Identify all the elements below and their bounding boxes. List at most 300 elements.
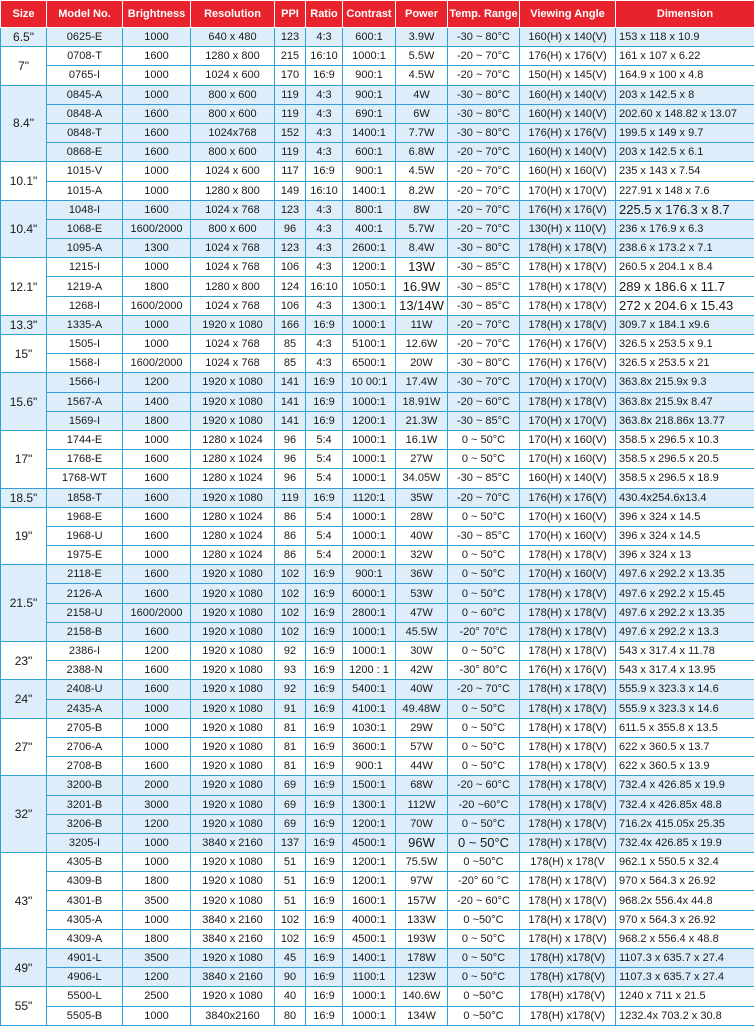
power-cell: 35W <box>396 488 448 507</box>
temp-range-cell: -20 ~ 70°C <box>448 680 520 699</box>
power-cell: 5.5W <box>396 47 448 66</box>
model-cell: 3200-B <box>47 776 123 795</box>
brightness-cell: 1000 <box>123 546 191 565</box>
contrast-cell: 900:1 <box>343 565 396 584</box>
ratio-cell: 16:9 <box>306 833 343 852</box>
power-cell: 4.5W <box>396 66 448 85</box>
power-cell: 18.91W <box>396 392 448 411</box>
resolution-cell: 1280 x 1024 <box>191 430 275 449</box>
dimension-cell: 236 x 176.9 x 6.3 <box>616 219 754 238</box>
brightness-cell: 2000 <box>123 776 191 795</box>
table-row <box>1 66 754 85</box>
temp-range-cell: -20 ~ 70°C <box>448 219 520 238</box>
table-row <box>1 642 754 661</box>
ratio-cell: 16:9 <box>306 776 343 795</box>
dimension-cell: 622 x 360.5 x 13.9 <box>616 757 754 776</box>
table-row <box>1 200 754 219</box>
ppi-cell: 96 <box>275 450 306 469</box>
brightness-cell: 1600 <box>123 565 191 584</box>
power-cell: 45.5W <box>396 622 448 641</box>
temp-range-cell: 0 ~ 50°C <box>448 642 520 661</box>
contrast-cell: 400:1 <box>343 219 396 238</box>
model-cell: 0848-A <box>47 104 123 123</box>
contrast-cell: 1000:1 <box>343 392 396 411</box>
ppi-cell: 85 <box>275 335 306 354</box>
power-cell: 40W <box>396 680 448 699</box>
temp-range-cell: -20 ~ 70°C <box>448 488 520 507</box>
size-cell: 10.4" <box>1 200 47 258</box>
temp-range-cell: -30 ~ 85°C <box>448 296 520 315</box>
table-row <box>1 85 754 104</box>
viewing-angle-cell: 130(H) x 110(V) <box>520 219 616 238</box>
size-cell: 13.3" <box>1 315 47 334</box>
contrast-cell: 1100:1 <box>343 968 396 987</box>
power-cell: 4W <box>396 85 448 104</box>
viewing-angle-cell: 176(H) x 176(V) <box>520 335 616 354</box>
model-cell: 5505-B <box>47 1006 123 1025</box>
ratio-cell: 16:9 <box>306 968 343 987</box>
brightness-cell: 1600 <box>123 123 191 142</box>
resolution-cell: 1024 x 768 <box>191 354 275 373</box>
ratio-cell: 16:9 <box>306 373 343 392</box>
contrast-cell: 4500:1 <box>343 929 396 948</box>
viewing-angle-cell: 178(H) x 178(V) <box>520 718 616 737</box>
table-row <box>1 469 754 488</box>
model-cell: 3201-B <box>47 795 123 814</box>
viewing-angle-cell: 176(H) x 176(V) <box>520 488 616 507</box>
power-cell: 42W <box>396 661 448 680</box>
spec-table-body <box>1 28 754 1026</box>
model-cell: 1568-I <box>47 354 123 373</box>
brightness-cell: 1000 <box>123 162 191 181</box>
dimension-cell: 497.6 x 292.2 x 13.35 <box>616 603 754 622</box>
table-row <box>1 1006 754 1025</box>
table-row <box>1 488 754 507</box>
brightness-cell: 1000 <box>123 430 191 449</box>
brightness-cell: 3500 <box>123 891 191 910</box>
brightness-cell: 1600 <box>123 450 191 469</box>
resolution-cell: 1280 x 800 <box>191 47 275 66</box>
contrast-cell: 900:1 <box>343 66 396 85</box>
brightness-cell: 1000 <box>123 718 191 737</box>
temp-range-cell: 0 ~ 50°C <box>448 718 520 737</box>
dimension-cell: 430.4x254.6x13.4 <box>616 488 754 507</box>
ppi-cell: 119 <box>275 85 306 104</box>
ppi-cell: 51 <box>275 853 306 872</box>
resolution-cell: 1280 x 1024 <box>191 469 275 488</box>
size-cell: 27" <box>1 718 47 776</box>
size-cell: 23" <box>1 642 47 680</box>
model-cell: 4305-A <box>47 910 123 929</box>
model-cell: 2705-B <box>47 718 123 737</box>
ratio-cell: 4:3 <box>306 296 343 315</box>
ratio-cell: 16:9 <box>306 622 343 641</box>
model-cell: 1968-E <box>47 507 123 526</box>
power-cell: 8.2W <box>396 181 448 200</box>
table-row <box>1 47 754 66</box>
resolution-cell: 1024 x 600 <box>191 162 275 181</box>
ppi-cell: 96 <box>275 219 306 238</box>
viewing-angle-cell: 178(H) x 178(V) <box>520 814 616 833</box>
ppi-cell: 123 <box>275 28 306 47</box>
temp-range-cell: -20 ~ 60°C <box>448 891 520 910</box>
brightness-cell: 1000 <box>123 1006 191 1025</box>
temp-range-cell: -30 ~ 85°C <box>448 469 520 488</box>
ppi-cell: 117 <box>275 162 306 181</box>
brightness-cell: 1200 <box>123 968 191 987</box>
contrast-cell: 690:1 <box>343 104 396 123</box>
power-cell: 6.8W <box>396 143 448 162</box>
ppi-cell: 51 <box>275 872 306 891</box>
brightness-cell: 1000 <box>123 66 191 85</box>
brightness-cell: 1600 <box>123 584 191 603</box>
temp-range-cell: -20 ~ 70°C <box>448 335 520 354</box>
brightness-cell: 1600 <box>123 469 191 488</box>
table-row <box>1 335 754 354</box>
brightness-cell: 1600 <box>123 661 191 680</box>
ppi-cell: 86 <box>275 546 306 565</box>
table-row <box>1 833 754 852</box>
col-header-ppi: PPI <box>275 1 306 28</box>
temp-range-cell: -30 ~ 80°C <box>448 123 520 142</box>
model-cell: 1858-T <box>47 488 123 507</box>
brightness-cell: 1600 <box>123 200 191 219</box>
col-header-size: Size <box>1 1 47 28</box>
power-cell: 8.4W <box>396 239 448 258</box>
ppi-cell: 106 <box>275 296 306 315</box>
contrast-cell: 4000:1 <box>343 910 396 929</box>
resolution-cell: 1920 x 1080 <box>191 853 275 872</box>
power-cell: 123W <box>396 968 448 987</box>
brightness-cell: 1000 <box>123 85 191 104</box>
brightness-cell: 1000 <box>123 181 191 200</box>
model-cell: 1968-U <box>47 526 123 545</box>
model-cell: 1566-I <box>47 373 123 392</box>
viewing-angle-cell: 178(H) x 178(V) <box>520 584 616 603</box>
resolution-cell: 1280 x 1024 <box>191 526 275 545</box>
dimension-cell: 164.9 x 100 x 4.8 <box>616 66 754 85</box>
col-header-power: Power <box>396 1 448 28</box>
contrast-cell: 1400:1 <box>343 181 396 200</box>
size-cell: 17" <box>1 430 47 488</box>
table-row <box>1 929 754 948</box>
dimension-cell: 716.2x 415.05x 25.35 <box>616 814 754 833</box>
contrast-cell: 900:1 <box>343 85 396 104</box>
power-cell: 36W <box>396 565 448 584</box>
contrast-cell: 1200:1 <box>343 814 396 833</box>
size-cell: 43" <box>1 853 47 949</box>
table-row <box>1 584 754 603</box>
col-header-dimension: Dimension <box>616 1 754 28</box>
ppi-cell: 90 <box>275 968 306 987</box>
ratio-cell: 16:9 <box>306 642 343 661</box>
temp-range-cell: 0 ~ 50°C <box>448 929 520 948</box>
ratio-cell: 4:3 <box>306 200 343 219</box>
model-cell: 1569-I <box>47 411 123 430</box>
resolution-cell: 1920 x 1080 <box>191 603 275 622</box>
contrast-cell: 5100:1 <box>343 335 396 354</box>
power-cell: 49.48W <box>396 699 448 718</box>
viewing-angle-cell: 178(H) x 178(V) <box>520 776 616 795</box>
brightness-cell: 1800 <box>123 411 191 430</box>
table-row <box>1 430 754 449</box>
model-cell: 2158-B <box>47 622 123 641</box>
ppi-cell: 102 <box>275 584 306 603</box>
power-cell: 140.6W <box>396 987 448 1006</box>
ratio-cell: 5:4 <box>306 507 343 526</box>
ppi-cell: 149 <box>275 181 306 200</box>
resolution-cell: 1920 x 1080 <box>191 757 275 776</box>
contrast-cell: 1600:1 <box>343 891 396 910</box>
dimension-cell: 497.6 x 292.2 x 13.35 <box>616 565 754 584</box>
contrast-cell: 2800:1 <box>343 603 396 622</box>
model-cell: 0765-I <box>47 66 123 85</box>
resolution-cell: 1920 x 1080 <box>191 411 275 430</box>
ppi-cell: 102 <box>275 929 306 948</box>
brightness-cell: 1200 <box>123 373 191 392</box>
model-cell: 5500-L <box>47 987 123 1006</box>
ratio-cell: 4:3 <box>306 239 343 258</box>
ppi-cell: 170 <box>275 66 306 85</box>
brightness-cell: 1600 <box>123 488 191 507</box>
model-cell: 1335-A <box>47 315 123 334</box>
dimension-cell: 1240 x 711 x 21.5 <box>616 987 754 1006</box>
contrast-cell: 1030:1 <box>343 718 396 737</box>
ratio-cell: 5:4 <box>306 430 343 449</box>
temp-range-cell: -20 ~ 70°C <box>448 200 520 219</box>
dimension-cell: 309.7 x 184.1 x9.6 <box>616 315 754 334</box>
ppi-cell: 152 <box>275 123 306 142</box>
power-cell: 112W <box>396 795 448 814</box>
ratio-cell: 16:9 <box>306 584 343 603</box>
col-header-ratio: Ratio <box>306 1 343 28</box>
resolution-cell: 800 x 600 <box>191 143 275 162</box>
temp-range-cell: 0 ~50°C <box>448 853 520 872</box>
table-row <box>1 872 754 891</box>
model-cell: 2408-U <box>47 680 123 699</box>
dimension-cell: 497.6 x 292.2 x 15.45 <box>616 584 754 603</box>
model-cell: 4309-B <box>47 872 123 891</box>
viewing-angle-cell: 176(H) x 176(V) <box>520 661 616 680</box>
contrast-cell: 1000:1 <box>343 507 396 526</box>
temp-range-cell: 0 ~ 50°C <box>448 757 520 776</box>
ppi-cell: 96 <box>275 430 306 449</box>
model-cell: 1768-E <box>47 450 123 469</box>
table-row <box>1 699 754 718</box>
ppi-cell: 119 <box>275 104 306 123</box>
ratio-cell: 4:3 <box>306 219 343 238</box>
dimension-cell: 260.5 x 204.1 x 8.4 <box>616 258 754 277</box>
ppi-cell: 102 <box>275 565 306 584</box>
model-cell: 1975-E <box>47 546 123 565</box>
dimension-cell: 326.5 x 253.5 x 21 <box>616 354 754 373</box>
dimension-cell: 161 x 107 x 6.22 <box>616 47 754 66</box>
resolution-cell: 800 x 600 <box>191 219 275 238</box>
dimension-cell: 238.6 x 173.2 x 7.1 <box>616 239 754 258</box>
ppi-cell: 81 <box>275 718 306 737</box>
ratio-cell: 5:4 <box>306 469 343 488</box>
temp-range-cell: -20 ~ 60°C <box>448 392 520 411</box>
contrast-cell: 1000:1 <box>343 430 396 449</box>
table-row <box>1 392 754 411</box>
model-cell: 2118-E <box>47 565 123 584</box>
ratio-cell: 4:3 <box>306 123 343 142</box>
contrast-cell: 1300:1 <box>343 795 396 814</box>
ratio-cell: 16:9 <box>306 699 343 718</box>
model-cell: 4901-L <box>47 949 123 968</box>
brightness-cell: 1600 <box>123 143 191 162</box>
dimension-cell: 555.9 x 323.3 x 14.6 <box>616 680 754 699</box>
table-row <box>1 814 754 833</box>
table-row <box>1 737 754 756</box>
temp-range-cell: 0 ~ 50°C <box>448 699 520 718</box>
table-row <box>1 622 754 641</box>
temp-range-cell: -20° 70°C <box>448 622 520 641</box>
table-row <box>1 757 754 776</box>
contrast-cell: 6500:1 <box>343 354 396 373</box>
model-cell: 2708-B <box>47 757 123 776</box>
ratio-cell: 16:9 <box>306 661 343 680</box>
dimension-cell: 227.91 x 148 x 7.6 <box>616 181 754 200</box>
col-header-brightness: Brightness <box>123 1 191 28</box>
model-cell: 2435-A <box>47 699 123 718</box>
power-cell: 133W <box>396 910 448 929</box>
power-cell: 178W <box>396 949 448 968</box>
table-row <box>1 910 754 929</box>
brightness-cell: 1000 <box>123 910 191 929</box>
power-cell: 21.3W <box>396 411 448 430</box>
contrast-cell: 1200:1 <box>343 411 396 430</box>
size-cell: 19" <box>1 507 47 565</box>
brightness-cell: 1600/2000 <box>123 354 191 373</box>
ratio-cell: 4:3 <box>306 143 343 162</box>
viewing-angle-cell: 178(H) x 178(V) <box>520 929 616 948</box>
temp-range-cell: -30 ~ 80°C <box>448 28 520 47</box>
ppi-cell: 96 <box>275 469 306 488</box>
table-row <box>1 680 754 699</box>
viewing-angle-cell: 178(H) x178(V) <box>520 949 616 968</box>
ppi-cell: 102 <box>275 622 306 641</box>
size-cell: 8.4" <box>1 85 47 162</box>
dimension-cell: 622 x 360.5 x 13.7 <box>616 737 754 756</box>
size-cell: 21.5" <box>1 565 47 642</box>
temp-range-cell: -30 ~ 85°C <box>448 526 520 545</box>
table-row <box>1 661 754 680</box>
viewing-angle-cell: 178(H) x 178(V) <box>520 603 616 622</box>
ppi-cell: 215 <box>275 47 306 66</box>
viewing-angle-cell: 160(H) x 140(V) <box>520 28 616 47</box>
table-row <box>1 546 754 565</box>
dimension-cell: 732.4 x 426.85 x 19.9 <box>616 776 754 795</box>
model-cell: 1048-I <box>47 200 123 219</box>
table-row <box>1 507 754 526</box>
power-cell: 75.5W <box>396 853 448 872</box>
resolution-cell: 3840x2160 <box>191 1006 275 1025</box>
power-cell: 12.6W <box>396 335 448 354</box>
resolution-cell: 1280 x 800 <box>191 277 275 296</box>
dimension-cell: 153 x 118 x 10.9 <box>616 28 754 47</box>
table-row <box>1 565 754 584</box>
model-cell: 4305-B <box>47 853 123 872</box>
temp-range-cell: 0 ~ 50°C <box>448 430 520 449</box>
viewing-angle-cell: 170(H) x 160(V) <box>520 430 616 449</box>
resolution-cell: 800 x 600 <box>191 104 275 123</box>
ratio-cell: 16:9 <box>306 757 343 776</box>
power-cell: 13W <box>396 258 448 277</box>
table-row <box>1 104 754 123</box>
brightness-cell: 1000 <box>123 28 191 47</box>
power-cell: 16.1W <box>396 430 448 449</box>
model-cell: 4906-L <box>47 968 123 987</box>
ratio-cell: 16:9 <box>306 1006 343 1025</box>
resolution-cell: 1024 x 768 <box>191 239 275 258</box>
ppi-cell: 141 <box>275 373 306 392</box>
ratio-cell: 16:9 <box>306 680 343 699</box>
contrast-cell: 5400:1 <box>343 680 396 699</box>
viewing-angle-cell: 178(H) x 178(V) <box>520 315 616 334</box>
ppi-cell: 123 <box>275 200 306 219</box>
ratio-cell: 16:9 <box>306 737 343 756</box>
contrast-cell: 1500:1 <box>343 776 396 795</box>
ratio-cell: 16:9 <box>306 162 343 181</box>
contrast-cell: 1120:1 <box>343 488 396 507</box>
dimension-cell: 543 x 317.4 x 13.95 <box>616 661 754 680</box>
ppi-cell: 85 <box>275 354 306 373</box>
temp-range-cell: -20° 60 °C <box>448 872 520 891</box>
dimension-cell: 203 x 142.5 x 6.1 <box>616 143 754 162</box>
dimension-cell: 396 x 324 x 14.5 <box>616 526 754 545</box>
dimension-cell: 289 x 186.6 x 11.7 <box>616 277 754 296</box>
viewing-angle-cell: 178(H) x 178(V) <box>520 737 616 756</box>
table-row <box>1 181 754 200</box>
dimension-cell: 199.5 x 149 x 9.7 <box>616 123 754 142</box>
table-row <box>1 28 754 47</box>
ppi-cell: 106 <box>275 258 306 277</box>
viewing-angle-cell: 178(H) x 178(V) <box>520 680 616 699</box>
power-cell: 8W <box>396 200 448 219</box>
temp-range-cell: 0 ~ 50°C <box>448 833 520 852</box>
power-cell: 32W <box>396 546 448 565</box>
temp-range-cell: 0 ~ 60°C <box>448 603 520 622</box>
brightness-cell: 1000 <box>123 853 191 872</box>
power-cell: 97W <box>396 872 448 891</box>
power-cell: 4.5W <box>396 162 448 181</box>
brightness-cell: 1200 <box>123 642 191 661</box>
ratio-cell: 16:9 <box>306 891 343 910</box>
contrast-cell: 1300:1 <box>343 296 396 315</box>
brightness-cell: 1600 <box>123 757 191 776</box>
temp-range-cell: -20 ~ 70°C <box>448 315 520 334</box>
dimension-cell: 968.2 x 556.4 x 48.8 <box>616 929 754 948</box>
model-cell: 1505-I <box>47 335 123 354</box>
dimension-cell: 732.4 x 426.85x 48.8 <box>616 795 754 814</box>
brightness-cell: 1000 <box>123 258 191 277</box>
power-cell: 44W <box>396 757 448 776</box>
viewing-angle-cell: 178(H) x 178(V) <box>520 833 616 852</box>
resolution-cell: 1920 x 1080 <box>191 776 275 795</box>
ppi-cell: 123 <box>275 239 306 258</box>
temp-range-cell: -30 ~ 80°C <box>448 85 520 104</box>
viewing-angle-cell: 176(H) x 176(V) <box>520 123 616 142</box>
viewing-angle-cell: 178(H) x178(V) <box>520 1006 616 1025</box>
dimension-cell: 235 x 143 x 7.54 <box>616 162 754 181</box>
dimension-cell: 363.8x 215.9x 9.3 <box>616 373 754 392</box>
brightness-cell: 3000 <box>123 795 191 814</box>
ratio-cell: 16:9 <box>306 929 343 948</box>
model-cell: 0848-T <box>47 123 123 142</box>
header-row <box>1 1 754 28</box>
dimension-cell: 358.5 x 296.5 x 18.9 <box>616 469 754 488</box>
